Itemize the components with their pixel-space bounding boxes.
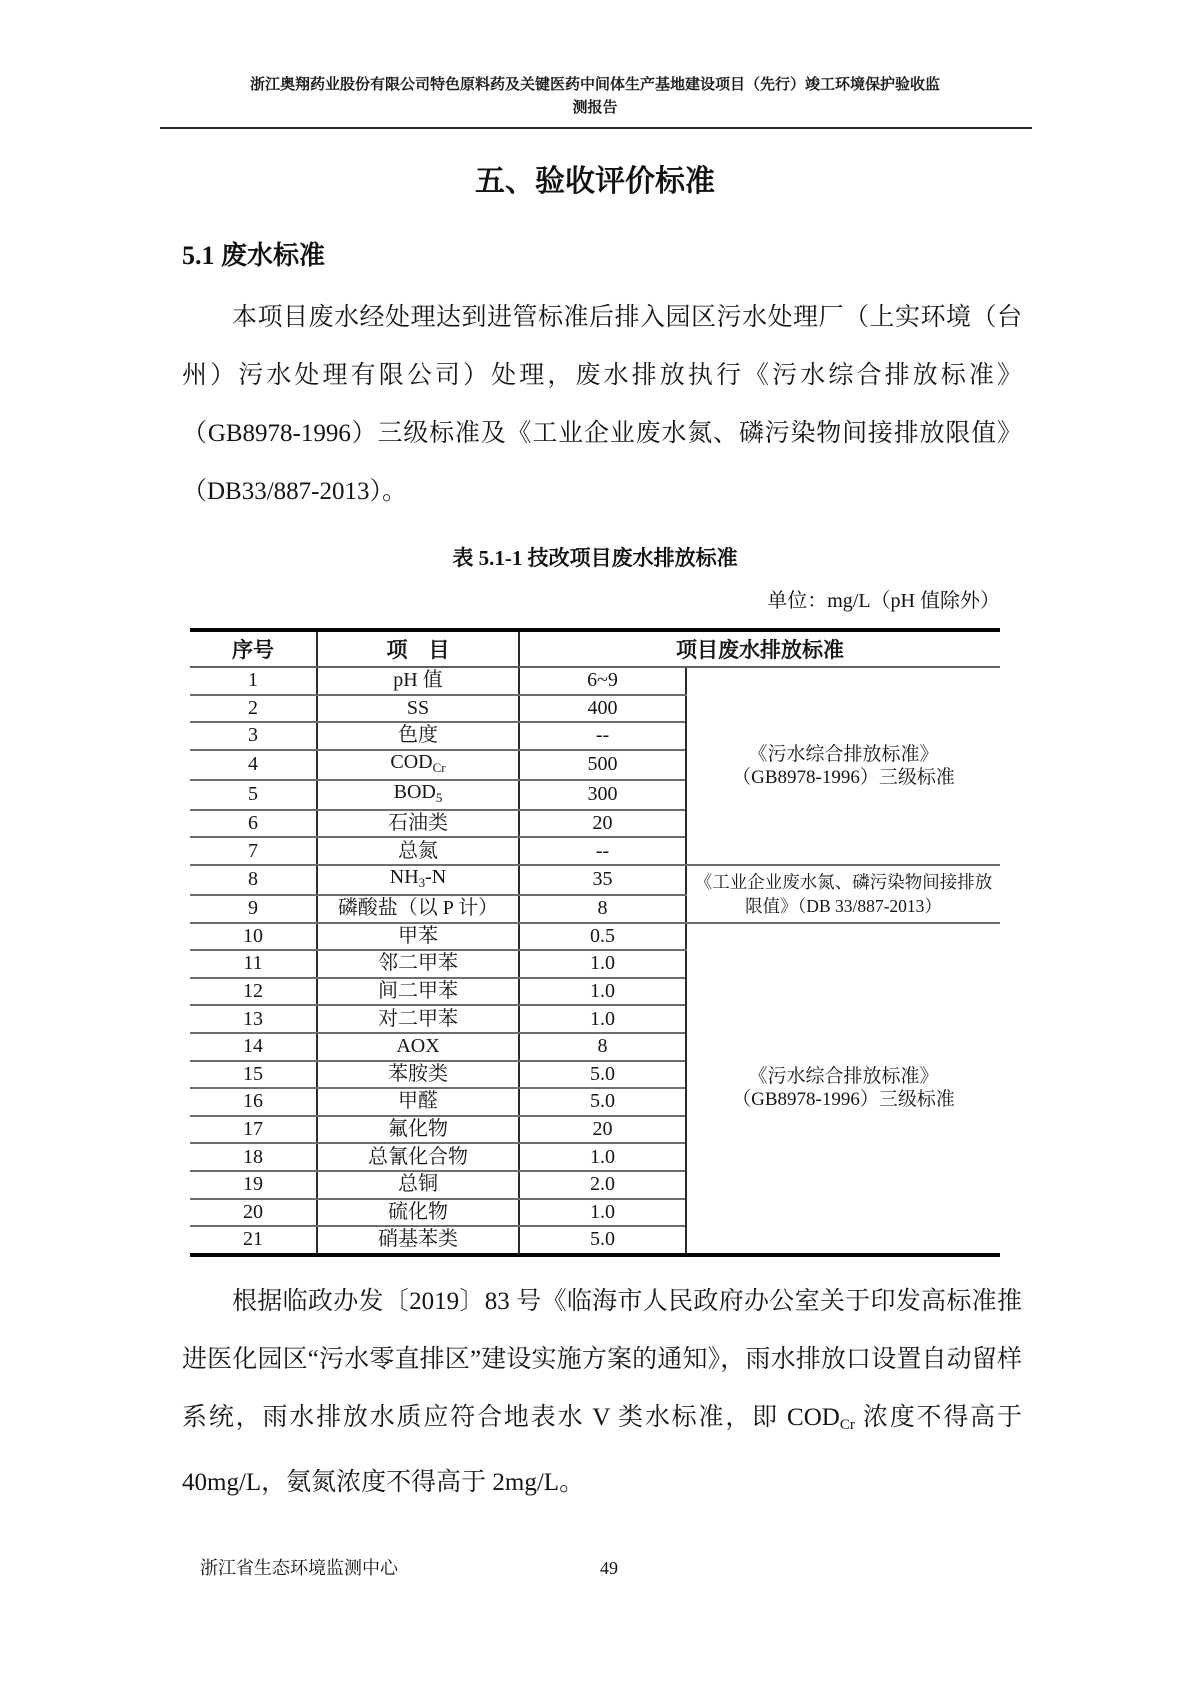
- table-row: [190, 667, 1000, 695]
- page-header-text: 浙江奥翔药业股份有限公司特色原料药及关键医药中间体生产基地建设项目（先行）竣工环境保护验收监测报告: [249, 77, 940, 116]
- item-name-cell: 甲醛: [317, 1088, 519, 1116]
- item-name-cell: pH 值: [317, 667, 519, 695]
- item-name-cell: 总铜: [317, 1171, 519, 1199]
- limit-value-cell: 1.0: [519, 1143, 686, 1171]
- limit-value-cell: 20: [519, 1116, 686, 1144]
- row-number-cell: 20: [190, 1199, 317, 1227]
- paragraph-2-text-end: 浓度不得高于 40mg/L，氨氮浓度不得高于 2mg/L。: [182, 1403, 1022, 1496]
- row-number-cell: 15: [190, 1061, 317, 1089]
- limit-value-cell: 5.0: [519, 1061, 686, 1089]
- table-unit-note: 单位：mg/L（pH 值除外）: [767, 590, 1000, 612]
- limit-value-cell: 400: [519, 695, 686, 723]
- item-name-cell: 硝基苯类: [317, 1226, 519, 1255]
- limit-value-cell: 1.0: [519, 1005, 686, 1033]
- row-number-cell: 6: [190, 810, 317, 838]
- item-name-cell: SS: [317, 695, 519, 723]
- paragraph-2-text-start: 根据临政办发〔2019〕83 号《临海市人民政府办公室关于印发高标准推进医化园区“污水零直排区”建设实施方案的通知》，雨水排放口设置自动留样系统，雨水排放水质应符合地表水 V 类水标准，即 COD: [182, 1287, 1022, 1431]
- row-number-cell: 18: [190, 1143, 317, 1171]
- item-name-cell: 甲苯: [317, 923, 519, 951]
- row-number-cell: 11: [190, 950, 317, 978]
- table-caption: 表 5.1-1 技改项目废水排放标准: [452, 546, 738, 570]
- limit-value-cell: 1.0: [519, 1199, 686, 1227]
- item-name-cell: 总氰化合物: [317, 1143, 519, 1171]
- limit-value-cell: 2.0: [519, 1171, 686, 1199]
- item-name-cell: 色度: [317, 722, 519, 750]
- table-header-row: [190, 630, 1000, 667]
- wastewater-standards-table: [190, 628, 1000, 1257]
- row-number-cell: 1: [190, 667, 317, 695]
- limit-value-cell: 6~9: [519, 667, 686, 695]
- row-number-cell: 10: [190, 923, 317, 951]
- cod-subscript: Cr: [839, 1416, 855, 1433]
- item-name-cell: 间二甲苯: [317, 978, 519, 1006]
- item-name-cell: $COD_{Cr}$: [317, 750, 519, 780]
- limit-value-cell: --: [519, 722, 686, 750]
- limit-value-cell: 500: [519, 750, 686, 780]
- limit-value-cell: 35: [519, 865, 686, 895]
- limit-value-cell: 8: [519, 1033, 686, 1061]
- header-cell-item: 项 目: [317, 630, 519, 667]
- row-number-cell: 21: [190, 1226, 317, 1255]
- paragraph-rainwater-requirement: [182, 1273, 1022, 1512]
- row-number-cell: 9: [190, 895, 317, 923]
- row-number-cell: 14: [190, 1033, 317, 1061]
- limit-value-cell: 0.5: [519, 923, 686, 951]
- footer-organization: 浙江省生态环境监测中心: [200, 1558, 398, 1578]
- item-name-cell: 磷酸盐（以 P 计）: [317, 895, 519, 923]
- page-number: 49: [600, 1558, 618, 1578]
- item-name-cell: 苯胺类: [317, 1061, 519, 1089]
- chapter-title: 五、验收评价标准: [475, 165, 715, 198]
- header-cell-number: 序号: [190, 630, 317, 667]
- section-heading: 5.1 废水标准: [182, 241, 326, 270]
- item-name-cell: $BOD_5$: [317, 780, 519, 810]
- paragraph-wastewater-intro: 本项目废水经处理达到进管标准后排入园区污水处理厂（上实环境（台州）污水处理有限公司）处理，废水排放执行《污水综合排放标准》（GB8978-1996）三级标准及《工业企业废水氮、磷污染物间接排放限值》（DB33/887-2013）。: [182, 304, 1022, 505]
- row-number-cell: 8: [190, 865, 317, 895]
- standards-table-body: [190, 667, 1000, 1255]
- item-name-cell: 对二甲苯: [317, 1005, 519, 1033]
- row-number-cell: 7: [190, 837, 317, 865]
- limit-value-cell: 5.0: [519, 1088, 686, 1116]
- row-number-cell: 5: [190, 780, 317, 810]
- row-number-cell: 4: [190, 750, 317, 780]
- table-row: [190, 865, 1000, 895]
- item-name-cell: 硫化物: [317, 1199, 519, 1227]
- limit-value-cell: 20: [519, 810, 686, 838]
- limit-value-cell: 300: [519, 780, 686, 810]
- item-name-cell: 氟化物: [317, 1116, 519, 1144]
- row-number-cell: 17: [190, 1116, 317, 1144]
- row-number-cell: 16: [190, 1088, 317, 1116]
- limit-value-cell: 5.0: [519, 1226, 686, 1255]
- item-name-cell: 总氮: [317, 837, 519, 865]
- standard-reference-cell: 《工业企业废水氮、磷污染物间接排放 限值》（DB 33/887-2013）: [686, 865, 1000, 923]
- header-rule: [160, 127, 1032, 129]
- row-number-cell: 3: [190, 722, 317, 750]
- item-name-cell: $NH_3-N$: [317, 865, 519, 895]
- item-name-cell: AOX: [317, 1033, 519, 1061]
- limit-value-cell: 1.0: [519, 950, 686, 978]
- standard-reference-cell: 《污水综合排放标准》 （GB8978-1996）三级标准: [686, 923, 1000, 1255]
- item-name-cell: 邻二甲苯: [317, 950, 519, 978]
- limit-value-cell: 8: [519, 895, 686, 923]
- limit-value-cell: 1.0: [519, 978, 686, 1006]
- row-number-cell: 2: [190, 695, 317, 723]
- header-cell-standard: 项目废水排放标准: [519, 630, 1000, 667]
- item-name-cell: 石油类: [317, 810, 519, 838]
- standard-reference-cell: 《污水综合排放标准》 （GB8978-1996）三级标准: [686, 667, 1000, 865]
- row-number-cell: 19: [190, 1171, 317, 1199]
- table-row: [190, 923, 1000, 951]
- row-number-cell: 13: [190, 1005, 317, 1033]
- limit-value-cell: --: [519, 837, 686, 865]
- row-number-cell: 12: [190, 978, 317, 1006]
